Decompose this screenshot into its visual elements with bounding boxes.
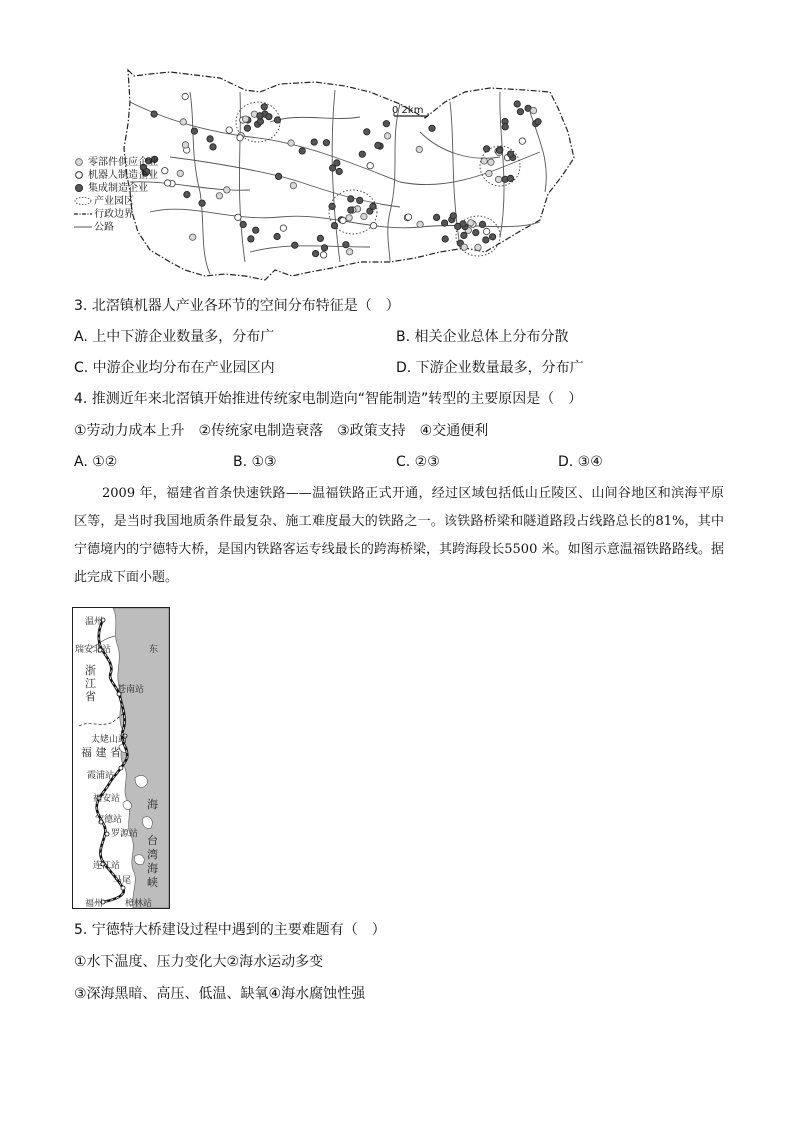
component-supplier-dot <box>182 142 188 148</box>
integration-enterprise-dot <box>348 207 354 213</box>
integration-enterprise-dot <box>191 128 197 134</box>
integration-enterprise-dot <box>370 203 376 209</box>
q4-option-c[interactable]: C. ②③ <box>396 454 440 470</box>
label-hai: 海 <box>147 798 158 811</box>
integration-enterprise-dot <box>199 200 205 206</box>
integration-enterprise-dot <box>329 203 335 209</box>
legend-item: 行政边界 <box>94 209 134 220</box>
integration-enterprise-dot <box>441 220 447 226</box>
integration-enterprise-dot <box>517 109 523 115</box>
robot-manufacturer-dot <box>519 138 525 144</box>
integration-enterprise-dot <box>299 148 305 154</box>
component-supplier-dot <box>417 221 423 227</box>
component-supplier-dot <box>468 220 474 226</box>
integration-enterprise-dot <box>321 245 327 251</box>
component-supplier-dot <box>216 193 222 199</box>
integration-enterprise-dot <box>442 236 448 242</box>
integration-enterprise-dot <box>383 121 389 127</box>
question-5-items-line1: ①水下温度、压力变化大②海水运动多变 <box>74 954 324 970</box>
legend-item: 零部件供应企业 <box>74 156 184 169</box>
robot-manufacturer-dot <box>367 163 373 169</box>
integration-enterprise-dot <box>275 173 281 179</box>
integration-enterprise-dot <box>207 136 213 142</box>
component-supplier-dot <box>495 176 501 182</box>
component-supplier-dot <box>488 159 494 165</box>
component-supplier-dot <box>288 140 294 146</box>
label-zhejiang-1: 浙 <box>85 664 96 677</box>
station-marker <box>121 886 125 890</box>
integration-enterprise-dot <box>151 111 157 117</box>
integration-enterprise-dot <box>359 151 365 157</box>
robot-manufacturer-dot <box>235 214 241 220</box>
province-boundary <box>79 712 125 726</box>
integration-enterprise-dot <box>496 147 502 153</box>
label-lianjiang-station: 连江站 <box>93 861 121 871</box>
robot-manufacturer-dot <box>226 127 232 133</box>
label-dong: 东 <box>149 645 159 655</box>
integration-enterprise-dot <box>248 236 254 242</box>
beijiao-map-figure <box>70 62 580 284</box>
question-4-items: ①劳动力成本上升 ②传统家电制造衰落 ③政策支持 ④交通便利 <box>74 423 489 439</box>
component-supplier-dot <box>481 158 487 164</box>
integration-enterprise-dot <box>336 168 342 174</box>
integration-enterprise-dot <box>348 196 354 202</box>
scale-label: 0 2km <box>392 105 424 116</box>
label-zhejiang-2: 江 <box>85 677 96 690</box>
integration-enterprise-dot <box>502 124 508 130</box>
robot-manufacturer-dot <box>237 135 243 141</box>
label-wenzhou: 温州 <box>85 617 104 627</box>
q3-option-d[interactable]: D. 下游企业数量最多，分布广 <box>396 360 584 376</box>
integration-enterprise-dot <box>329 165 335 171</box>
integration-enterprise-dot <box>244 125 250 131</box>
integration-enterprise-dot <box>184 191 190 197</box>
integration-enterprise-dot <box>375 142 381 148</box>
component-supplier-dot <box>361 213 367 219</box>
integration-enterprise-dot <box>450 213 456 219</box>
legend-item: 公路 <box>94 222 114 233</box>
label-cangnan-station: 苍南站 <box>117 685 145 695</box>
integration-enterprise-dot <box>210 144 216 150</box>
integration-enterprise-dot <box>331 222 337 228</box>
robot-manufacturer-dot <box>320 252 326 258</box>
legend-item: 产业园区 <box>74 195 184 208</box>
robot-manufacturer-dot <box>483 228 489 234</box>
robot-manufacturer-dot <box>405 214 411 220</box>
station-marker <box>119 766 123 770</box>
component-supplier-dot <box>346 249 352 255</box>
q4-option-a[interactable]: A. ①② <box>74 454 118 470</box>
integration-enterprise-dot <box>433 214 439 220</box>
integration-enterprise-dot <box>483 237 489 243</box>
integration-enterprise-dot <box>364 129 370 135</box>
integration-enterprise-dot <box>461 232 467 238</box>
integration-enterprise-dot <box>535 119 541 125</box>
q4-option-d[interactable]: D. ③④ <box>558 454 603 470</box>
q3-option-c[interactable]: C. 中游企业均分布在产业园区内 <box>74 360 275 376</box>
integration-enterprise-dot <box>479 221 485 227</box>
integration-enterprise-dot <box>274 117 280 123</box>
integration-enterprise-dot <box>292 242 298 248</box>
component-supplier-dot <box>242 116 248 122</box>
component-supplier-dot <box>346 215 352 221</box>
question-5-stem: 5. 宁德特大桥建设过程中遇到的主要难题有（ ） <box>74 922 386 938</box>
integration-enterprise-dot <box>261 104 267 110</box>
wenfu-railway-map <box>73 608 169 908</box>
label-taiwan-strait-2: 湾 <box>147 848 158 861</box>
integration-enterprise-dot <box>323 140 329 146</box>
component-supplier-dot <box>416 146 422 152</box>
integration-enterprise-dot <box>507 151 513 157</box>
passage-paragraph: 2009 年，福建省首条快速铁路——温福铁路正式开通，经过区域包括低山丘陵区、山间谷地区和滨海平原区等，是当时我国地质条件最复杂、施工难度最大的铁路之一。该铁路桥梁和隧道路段占线路总长的81%，其中宁德境内的宁德特大桥，是国内铁路客运专线最长的跨海桥梁，其跨海段长5500 米。如图示意温福铁路路线。据此完成下面小题。 <box>74 486 724 585</box>
q3-option-b[interactable]: B. 相关企业总体上分布分散 <box>396 329 569 345</box>
integration-enterprise-dot <box>312 250 318 256</box>
label-taimushan-station: 太姥山站 <box>91 735 128 745</box>
label-taiwan-strait-1: 台 <box>147 834 158 847</box>
legend-item: 机器人制造企业 <box>74 169 184 182</box>
robot-manufacturer-dot <box>340 217 346 223</box>
robot-manufacturer-dot <box>182 93 188 99</box>
component-supplier-dot <box>190 234 196 240</box>
component-supplier-dot <box>486 170 492 176</box>
integration-enterprise-dot <box>429 125 435 131</box>
component-supplier-dot <box>475 244 481 250</box>
integration-enterprise-dot <box>343 242 349 248</box>
q4-option-b[interactable]: B. ①③ <box>233 454 277 470</box>
label-taiwan-strait-3: 海 <box>147 862 158 875</box>
label-xiapu-station: 霞浦站 <box>87 771 115 781</box>
integration-enterprise-dot <box>483 146 489 152</box>
integration-enterprise-dot <box>455 223 461 229</box>
integration-enterprise-dot <box>489 234 495 240</box>
label-fujian: 福 建 省 <box>81 746 121 759</box>
question-3-stem: 3. 北滘镇机器人产业各环节的空间分布特征是（ ） <box>74 298 400 314</box>
label-luoyuan-station: 罗源站 <box>111 829 139 839</box>
component-supplier-dot <box>290 182 296 188</box>
wenfu-railway-map-figure <box>72 607 170 909</box>
station-marker <box>105 832 109 836</box>
question-4-stem: 4. 推测近年来北滘镇开始推进传统家电制造向“智能制造”转型的主要原因是（ ） <box>74 391 583 407</box>
component-supplier-dot <box>530 107 536 113</box>
label-zhanglin-station: 樟林站 <box>125 899 153 908</box>
component-supplier-dot <box>180 119 186 125</box>
integration-enterprise-dot <box>240 221 246 227</box>
robot-manufacturer-dot <box>370 223 376 229</box>
integration-enterprise-dot <box>311 139 317 145</box>
robot-manufacturer-dot <box>280 225 286 231</box>
integration-enterprise-dot <box>317 235 323 241</box>
label-fuan-station: 福安站 <box>93 794 121 804</box>
label-ruian-north-station: 瑞安北站 <box>75 645 112 655</box>
label-taiwan-strait-4: 峡 <box>147 876 158 889</box>
integration-enterprise-dot <box>507 175 513 181</box>
label-zhejiang-3: 省 <box>85 690 96 703</box>
integration-enterprise-dot <box>357 197 363 203</box>
label-ningde-station: 宁德站 <box>95 815 123 825</box>
integration-enterprise-dot <box>266 114 272 120</box>
legend-item: 集成制造企业 <box>74 182 184 195</box>
label-mawei: 马尾 <box>113 876 132 886</box>
integration-enterprise-dot <box>473 229 479 235</box>
q3-option-a[interactable]: A. 上中下游企业数量多，分布广 <box>74 329 275 345</box>
component-supplier-dot <box>384 133 390 139</box>
label-fuzhou: 福州 <box>85 899 104 908</box>
integration-enterprise-dot <box>257 113 263 119</box>
integration-enterprise-dot <box>274 233 280 239</box>
integration-enterprise-dot <box>253 227 259 233</box>
integration-enterprise-dot <box>514 101 520 107</box>
component-supplier-dot <box>224 187 230 193</box>
component-supplier-dot <box>461 244 467 250</box>
map-legend <box>74 156 184 234</box>
question-5-items-line2: ③深海黑暗、高压、低温、缺氧④海水腐蚀性强 <box>74 986 366 1002</box>
